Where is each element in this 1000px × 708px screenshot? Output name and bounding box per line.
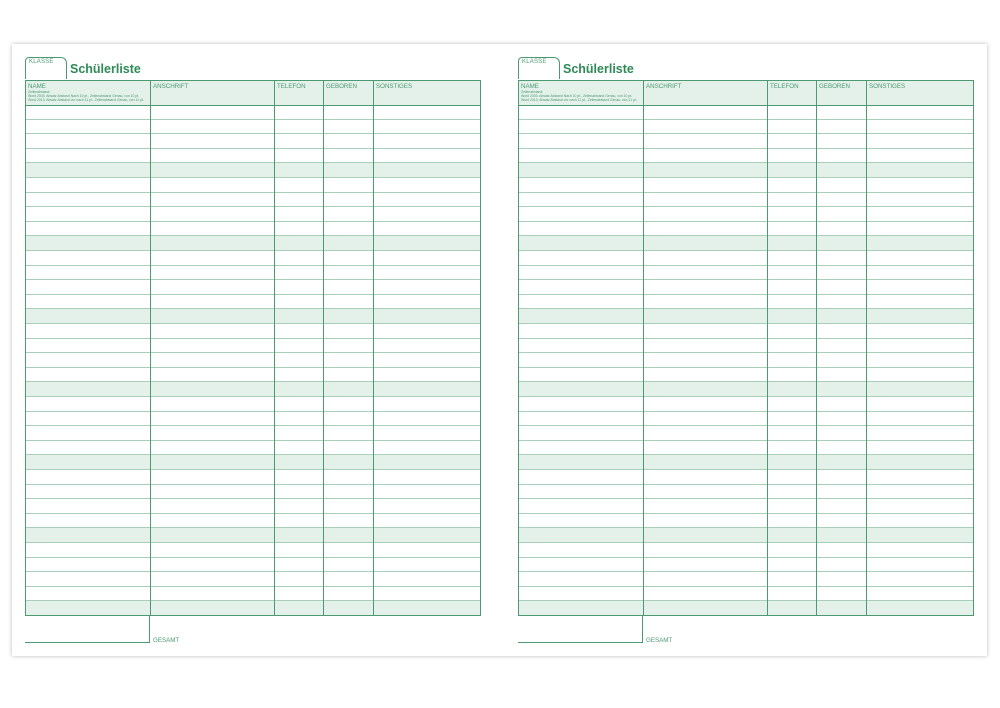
table-row xyxy=(26,149,480,164)
table-row xyxy=(519,455,973,470)
table-row xyxy=(519,295,973,310)
page-title: Schülerliste xyxy=(70,62,141,76)
table-row xyxy=(519,251,973,266)
table-row xyxy=(26,485,480,500)
klasse-label: KLASSE xyxy=(522,59,547,65)
table-row xyxy=(26,266,480,281)
table-row xyxy=(26,120,480,135)
column-divider xyxy=(816,81,817,615)
table-row xyxy=(26,251,480,266)
column-header-geboren: GEBOREN xyxy=(326,83,357,90)
page-right xyxy=(518,44,976,656)
gesamt-divider xyxy=(642,616,643,643)
table-row xyxy=(519,324,973,339)
column-header-anschrift: ANSCHRIFT xyxy=(646,83,682,90)
document-spread xyxy=(12,44,987,656)
table-row xyxy=(26,587,480,602)
table-row xyxy=(26,382,480,397)
column-header-telefon: TELEFON xyxy=(770,83,799,90)
table-row xyxy=(26,470,480,485)
table-row xyxy=(26,178,480,193)
table-row xyxy=(26,601,480,616)
table-row xyxy=(519,441,973,456)
table-row xyxy=(519,236,973,251)
table-row xyxy=(519,543,973,558)
table-row xyxy=(519,485,973,500)
table-row xyxy=(26,207,480,222)
gesamt-underline xyxy=(25,642,150,643)
table-row xyxy=(519,558,973,573)
table-row xyxy=(26,572,480,587)
table-row xyxy=(519,499,973,514)
name-hint-line: Word 2003: Absatz Abstand Nach 10 pt., Zeilenabstand Genau, von 10 pt. xyxy=(521,94,633,98)
column-divider xyxy=(866,81,867,615)
table-row xyxy=(519,353,973,368)
table-row xyxy=(26,105,480,120)
table-row xyxy=(26,514,480,529)
column-header-geboren: GEBOREN xyxy=(819,83,850,90)
table-row xyxy=(26,339,480,354)
name-hint-line: Zeilenabstand: xyxy=(521,90,544,94)
table-row xyxy=(519,178,973,193)
gesamt-divider xyxy=(149,616,150,643)
klasse-tab xyxy=(25,57,67,79)
table-row xyxy=(519,309,973,324)
table-row xyxy=(519,105,973,120)
table-row xyxy=(519,193,973,208)
column-divider xyxy=(373,81,374,615)
table-row xyxy=(519,149,973,164)
page-left xyxy=(25,44,483,656)
name-hint-line: Word 2013: Absatz Abstand vor nach 11 pt., Zeilenabstand Genau, von 11 pt. xyxy=(28,98,144,102)
column-header-anschrift: ANSCHRIFT xyxy=(153,83,189,90)
gesamt-underline xyxy=(518,642,643,643)
table-row xyxy=(519,382,973,397)
column-divider xyxy=(323,81,324,615)
column-header-telefon: TELEFON xyxy=(277,83,306,90)
gesamt-label: GESAMT xyxy=(153,637,180,644)
table-row xyxy=(519,120,973,135)
klasse-label: KLASSE xyxy=(29,59,54,65)
table-row xyxy=(26,324,480,339)
table-row xyxy=(519,266,973,281)
table-row xyxy=(26,441,480,456)
table-row xyxy=(519,134,973,149)
table-row xyxy=(519,426,973,441)
name-hint-line: Word 2013: Absatz Abstand vor nach 11 pt., Zeilenabstand Genau, von 11 pt. xyxy=(521,98,637,102)
table-row xyxy=(519,222,973,237)
table-row xyxy=(519,470,973,485)
table-row xyxy=(519,587,973,602)
table-row xyxy=(26,543,480,558)
table-row xyxy=(26,309,480,324)
table-row xyxy=(519,601,973,616)
table-row xyxy=(26,134,480,149)
table-row xyxy=(26,353,480,368)
table-header xyxy=(519,81,973,106)
table-row xyxy=(519,572,973,587)
column-divider xyxy=(643,81,644,615)
table-row xyxy=(519,207,973,222)
column-header-name: NAME xyxy=(28,83,46,90)
table-row xyxy=(26,499,480,514)
table-row xyxy=(519,280,973,295)
name-hint-line: Word 2003: Absatz Abstand Nach 10 pt., Zeilenabstand Genau, von 10 pt. xyxy=(28,94,140,98)
table-row xyxy=(26,222,480,237)
klasse-tab xyxy=(518,57,560,79)
student-table xyxy=(25,80,481,616)
table-row xyxy=(519,397,973,412)
table-row xyxy=(26,280,480,295)
table-row xyxy=(26,412,480,427)
page-title: Schülerliste xyxy=(563,62,634,76)
table-row xyxy=(519,368,973,383)
column-divider xyxy=(274,81,275,615)
table-row xyxy=(26,397,480,412)
table-row xyxy=(519,514,973,529)
table-row xyxy=(26,295,480,310)
table-row xyxy=(26,528,480,543)
table-row xyxy=(26,455,480,470)
table-row xyxy=(519,163,973,178)
table-row xyxy=(26,193,480,208)
column-divider xyxy=(767,81,768,615)
table-row xyxy=(26,368,480,383)
gesamt-label: GESAMT xyxy=(646,637,673,644)
table-row xyxy=(26,558,480,573)
table-row xyxy=(26,236,480,251)
table-row xyxy=(26,163,480,178)
table-row xyxy=(519,528,973,543)
column-header-name: NAME xyxy=(521,83,539,90)
table-header xyxy=(26,81,480,106)
column-header-sonstiges: SONSTIGES xyxy=(869,83,906,90)
column-divider xyxy=(150,81,151,615)
column-header-sonstiges: SONSTIGES xyxy=(376,83,413,90)
name-hint-line: Zeilenabstand: xyxy=(28,90,51,94)
table-row xyxy=(519,339,973,354)
table-row xyxy=(26,426,480,441)
table-row xyxy=(519,412,973,427)
student-table xyxy=(518,80,974,616)
